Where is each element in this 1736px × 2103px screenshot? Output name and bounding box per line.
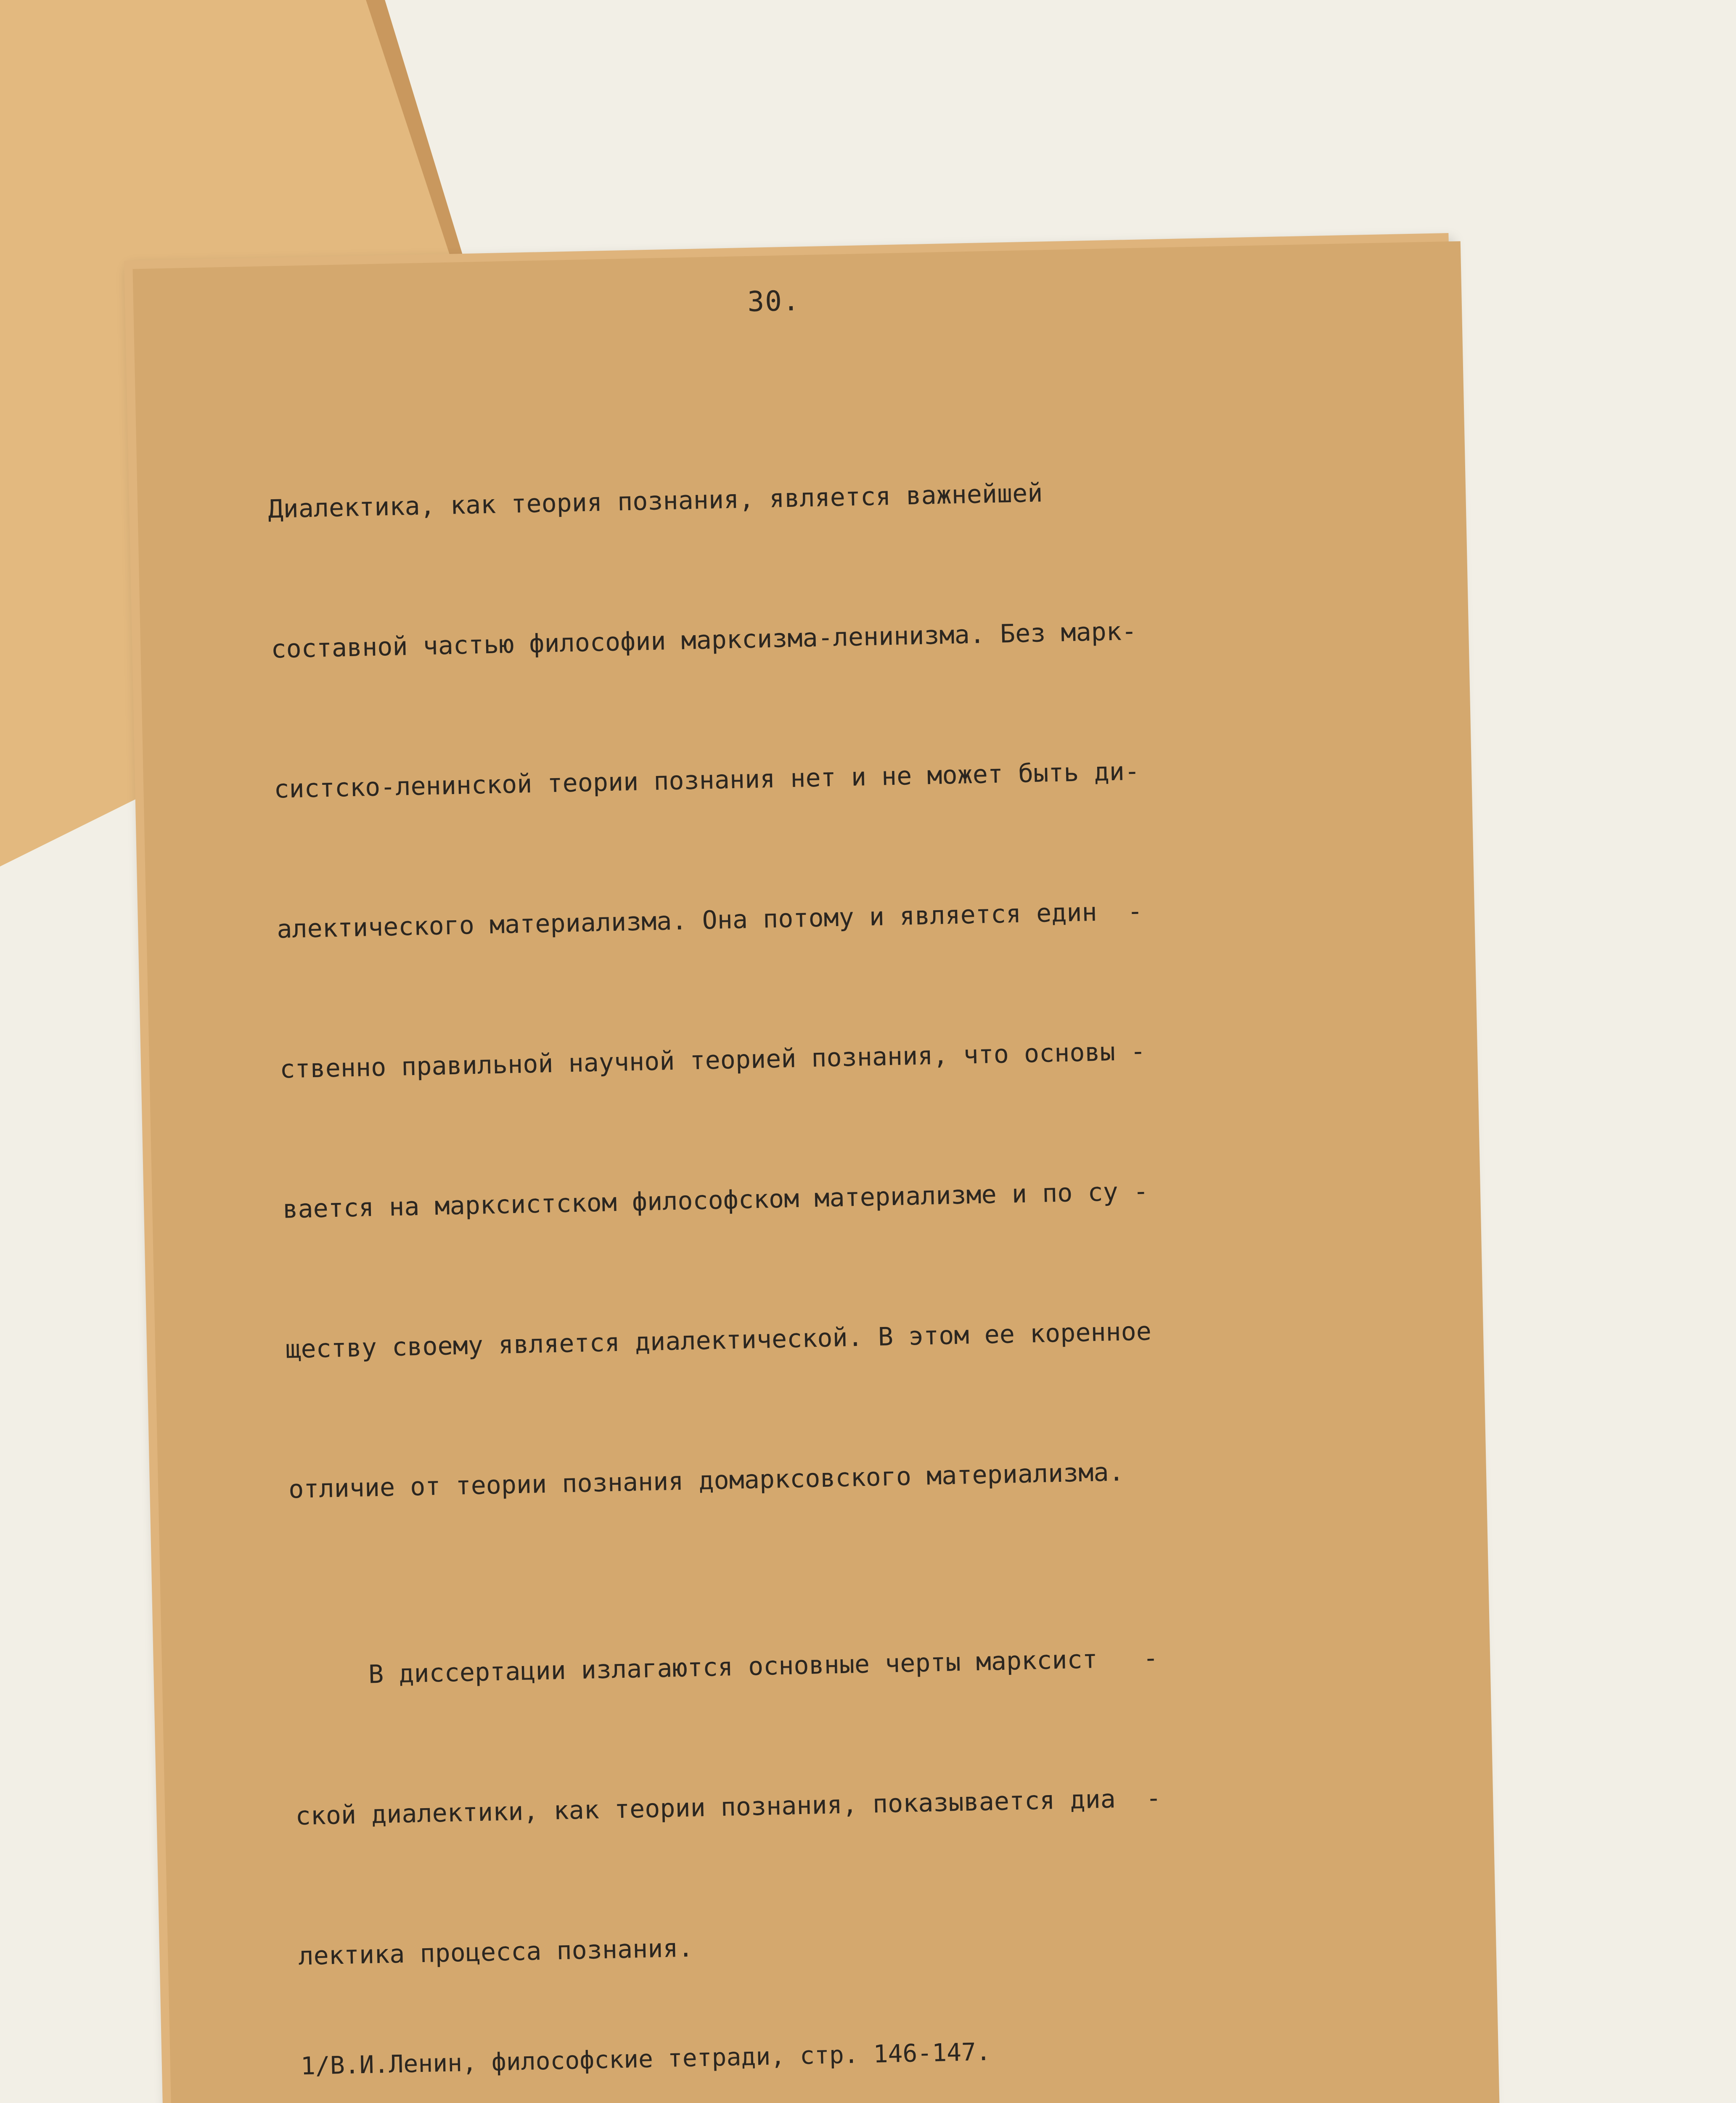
text-line	[302, 2094, 1548, 2103]
text-line: Диалектика, как теория познания, является важнейшей	[267, 478, 1043, 524]
footnote: 1/В.И.Ленин, философские тетради, стр. 146-147.	[300, 2037, 991, 2081]
text-line: лектика процесса познания.	[298, 1933, 694, 1971]
body-text	[265, 320, 1635, 2103]
text-line: ственно правильной научной теорией познания, что основы -	[279, 1036, 1146, 1084]
text-line: составной частью философии марксизма-ленинизма. Без марк-	[270, 616, 1137, 664]
text-line: ской диалектики, как теории познания, показывается диа -	[295, 1783, 1162, 1831]
text-line: отличие от теории познания домарксовского материализма.	[288, 1457, 1125, 1504]
text-line: алектического материализма. Она потому и является един -	[276, 896, 1143, 944]
text-line: систско-ленинской теории познания нет и не может быть ди-	[273, 756, 1140, 804]
page-number: 30.	[747, 284, 801, 318]
text-line: вается на марксистском философском материализме и по су -	[282, 1176, 1149, 1224]
document-page	[124, 233, 1490, 2103]
text-line: В диссертации излагаются основные черты марксист -	[292, 1643, 1159, 1691]
text-line: ществу своему является диалектической. В этом ее коренное	[285, 1316, 1152, 1364]
